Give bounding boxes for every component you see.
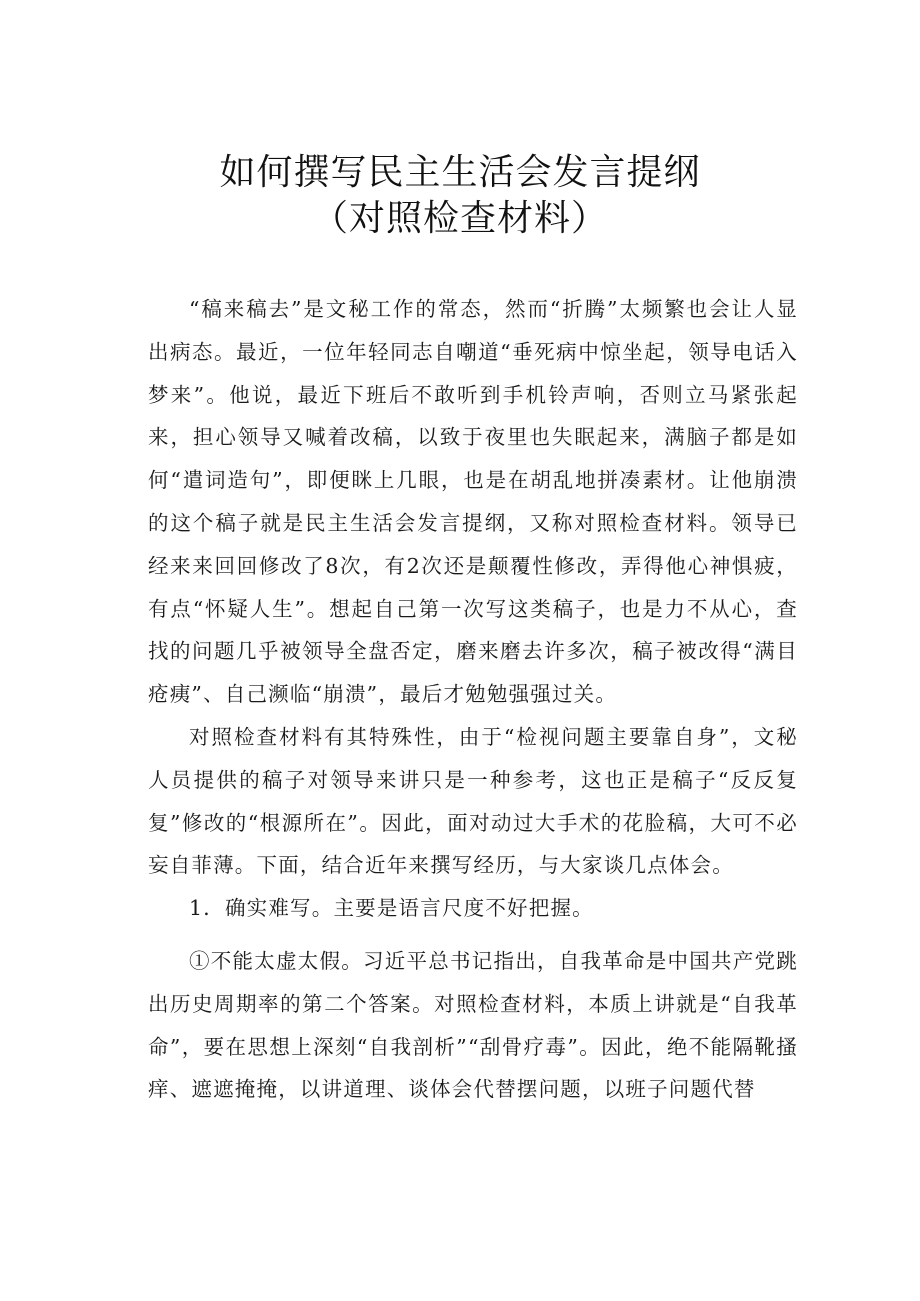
title-line-subtitle: （对照检查材料） <box>311 198 608 239</box>
paragraph-special-nature: 对照检查材料有其特殊性，由于“检视问题主要靠自身”，文秘人员提供的稿子对领导来讲只是一种参考，这也正是稿子“反反复复”修改的“根源所在”。因此，面对动过大手术的花脸稿，大可不必妄自菲薄。下面，结合近年来撰写经历，与大家谈几点体会。 <box>148 724 798 878</box>
title-line-main: 如何撰写民主生活会发言提纲 <box>219 152 701 193</box>
paragraph-point-1: 1．确实难写。主要是语言尺度不好把握。 <box>189 896 594 921</box>
paragraph-intro: “稿来稿去”是文秘工作的常态，然而“折腾”太频繁也会让人显出病态。最近，一位年轻同志自嘲道“垂死病中惊坐起，领导电话入梦来”。他说，最近下班后不敢听到手机铃声响，否则立马紧张起来，担心领导又喊着改稿，以致于夜里也失眠起来，满脑子都是如何“遣词造句”，即便眯上几眼，也是在胡乱地拼凑素材。让他崩溃的这个稿子就是民主生活会发言提纲，又称对照检查材料。领导已经来来回回修改了8次，有2次还是颠覆性修改，弄得他心神惧疲，有点“怀疑人生”。想起自己第一次写这类稿子，也是力不从心，查找的问题几乎被领导全盘否定，磨来磨去许多次，稿子被改得“满目疮痍”、自己濒临“崩溃”，最后才勉勉强强过关。 <box>148 297 798 707</box>
document-body <box>148 288 798 1111</box>
paragraph-point-1-sub-1: ①不能太虚太假。习近平总书记指出，自我革命是中国共产党跳出历史周期率的第二个答案。对照检查材料，本质上讲就是“自我革命”，要在思想上深刻“自我剖析”“刮骨疗毒”。因此，绝不能隔靴搔痒、遮遮掩掩，以讲道理、谈体会代替摆问题，以班子问题代替 <box>148 948 798 1102</box>
document-title <box>0 150 920 242</box>
